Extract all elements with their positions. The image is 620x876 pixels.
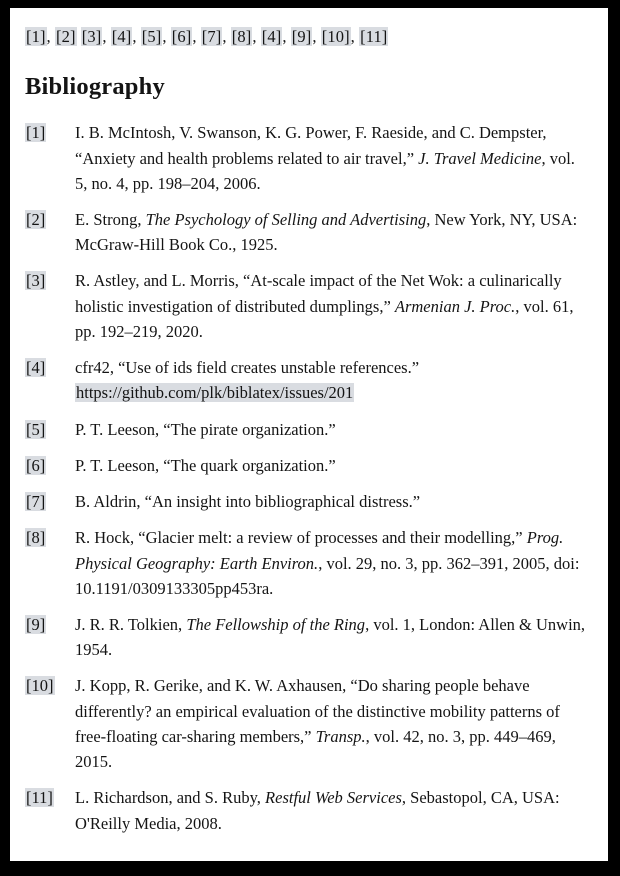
citation-link[interactable]: [4] [111, 27, 132, 46]
bib-entry-text [75, 525, 586, 601]
citation-link[interactable]: [6] [171, 27, 192, 46]
bib-entry-text-segment: I. B. McIntosh, V. Swanson, K. G. Power, F. Raeside, and C. Dempster, “Anxiety and health problems related to air travel,” [75, 123, 547, 168]
bib-entry-text [75, 489, 586, 514]
bib-entry-url-link[interactable]: https://github.com/plk/biblatex/issues/201 [76, 383, 354, 403]
citation-link[interactable]: [10] [321, 27, 350, 46]
bib-entry-text-segment: cfr42, “Use of ids field creates unstable references.” [75, 358, 420, 378]
bib-entry [25, 612, 586, 662]
bib-entry [25, 417, 586, 442]
bib-entry-text-segment: P. T. Leeson, “The pirate organization.” [75, 419, 336, 439]
bib-entry-title-italic: J. Travel Medicine [418, 148, 542, 168]
bib-entry-label-link[interactable]: [5] [26, 419, 46, 439]
bib-entry-title-italic: The Fellowship of the Ring [186, 615, 366, 635]
bibliography-heading: Bibliography [25, 73, 165, 101]
bib-entry [25, 355, 586, 405]
citation-link[interactable]: [11] [360, 27, 388, 46]
bib-entry [25, 489, 586, 514]
bib-entry-label-column [25, 417, 75, 442]
bib-entry-label-column [25, 207, 75, 232]
bib-entry-title-italic: Armenian J. Proc. [394, 296, 516, 316]
bib-entry-text-segment: R. Astley, and L. Morris, “At-scale impact of the Net Wok: a culinarically holistic investigation of distributed dumplings,” [75, 271, 562, 316]
bib-entry-label-link[interactable]: [4] [26, 358, 46, 378]
bib-entry [25, 120, 586, 196]
citation-link[interactable]: [9] [291, 27, 312, 46]
bib-entry-label-link[interactable]: [10] [26, 676, 54, 696]
bib-entry-text-segment: J. R. R. Tolkien, [75, 615, 187, 635]
bib-entry-text-segment: J. Kopp, R. Gerike, and K. W. Axhausen, “Do sharing people behave differently? an empirical evaluation of the distinctive mobility patterns of free-floating car-sharing members,” [75, 676, 560, 746]
bib-entry-text-segment: E. Strong, [75, 209, 146, 229]
bib-entry-text [75, 417, 586, 442]
bib-entry-label-link[interactable]: [6] [26, 455, 46, 475]
citation-link[interactable]: [4] [261, 27, 282, 46]
bib-entry-text-segment: B. Aldrin, “An insight into bibliographical distress.” [75, 492, 421, 512]
bib-entry-title-italic: The Psychology of Selling and Advertising [145, 209, 427, 229]
bib-entry-label-column [25, 453, 75, 478]
bib-entry-text-segment: , vol. 29, no. 3, pp. 362–391, 2005, doi: 10.1191/0309133305pp453ra. [75, 553, 580, 598]
bibliography-list [25, 120, 586, 836]
bib-entry-label-column [25, 268, 75, 293]
bib-entry [25, 785, 586, 835]
bib-entry-text-segment: , vol. 61, pp. 192–219, 2020. [75, 296, 574, 341]
bib-entry-text [75, 355, 586, 405]
bib-entry-text [75, 673, 586, 774]
bib-entry-text-segment: , Sebastopol, CA, USA: O'Reilly Media, 2008. [75, 788, 560, 833]
bib-entry-title-italic: Transp. [315, 726, 366, 746]
bib-entry-label-link[interactable]: [2] [26, 209, 46, 229]
bib-entry-label-link[interactable]: [1] [26, 123, 46, 143]
citation-link[interactable]: [2] [56, 27, 76, 46]
bib-entry-label-column [25, 612, 75, 637]
bib-entry-text-segment: , New York, NY, USA: McGraw-Hill Book Co., 1925. [75, 209, 578, 255]
citation-link[interactable]: [3] [81, 27, 102, 46]
bib-entry-label-link[interactable]: [3] [26, 271, 46, 291]
bib-entry [25, 673, 586, 774]
citation-line: [1], [2] [3], [4], [5], [6], [7], [8], [4], [9], [10], [11] [26, 27, 388, 46]
bib-entry-title-italic: Prog. Physical Geography: Earth Environ. [75, 528, 564, 573]
bib-entry-text-segment: R. Hock, “Glacier melt: a review of processes and their modelling,” [75, 528, 527, 548]
citation-link[interactable]: [7] [201, 27, 222, 46]
bib-entry [25, 525, 586, 601]
bib-entry-label-column [25, 355, 75, 380]
bib-entry-text [75, 453, 586, 478]
bib-entry-label-column [25, 120, 75, 145]
bib-entry-label-link[interactable]: [9] [26, 615, 46, 635]
bib-entry-text-segment: , vol. 1, London: Allen & Unwin, 1954. [75, 615, 586, 660]
bib-entry [25, 207, 586, 257]
document-page [10, 8, 608, 861]
citation-link[interactable]: [5] [141, 27, 162, 46]
bib-entry-label-column [25, 489, 75, 514]
bib-entry-text [75, 120, 586, 196]
bib-entry-text-segment: L. Richardson, and S. Ruby, [75, 788, 266, 808]
bib-entry-label-column [25, 785, 75, 810]
bib-entry-label-column [25, 673, 75, 698]
bib-entry-label-link[interactable]: [7] [26, 492, 46, 512]
bib-entry [25, 268, 586, 344]
bib-entry-text-segment: , vol. 5, no. 4, pp. 198–204, 2006. [75, 148, 575, 193]
bib-entry [25, 453, 586, 478]
bib-entry-title-italic: Restful Web Services [265, 788, 402, 808]
bib-entry-text [75, 785, 586, 835]
bib-entry-text-segment: P. T. Leeson, “The quark organization.” [75, 455, 336, 475]
bib-entry-label-link[interactable]: [8] [26, 528, 46, 548]
bib-entry-text [75, 268, 586, 344]
citation-link[interactable]: [1] [26, 27, 46, 46]
bib-entry-text-segment: , vol. 42, no. 3, pp. 449–469, 2015. [75, 726, 556, 772]
bib-entry-label-column [25, 525, 75, 550]
citation-link[interactable]: [8] [231, 27, 252, 46]
bib-entry-text [75, 207, 586, 257]
bib-entry-text [75, 612, 586, 662]
bib-entry-label-link[interactable]: [11] [26, 788, 53, 808]
